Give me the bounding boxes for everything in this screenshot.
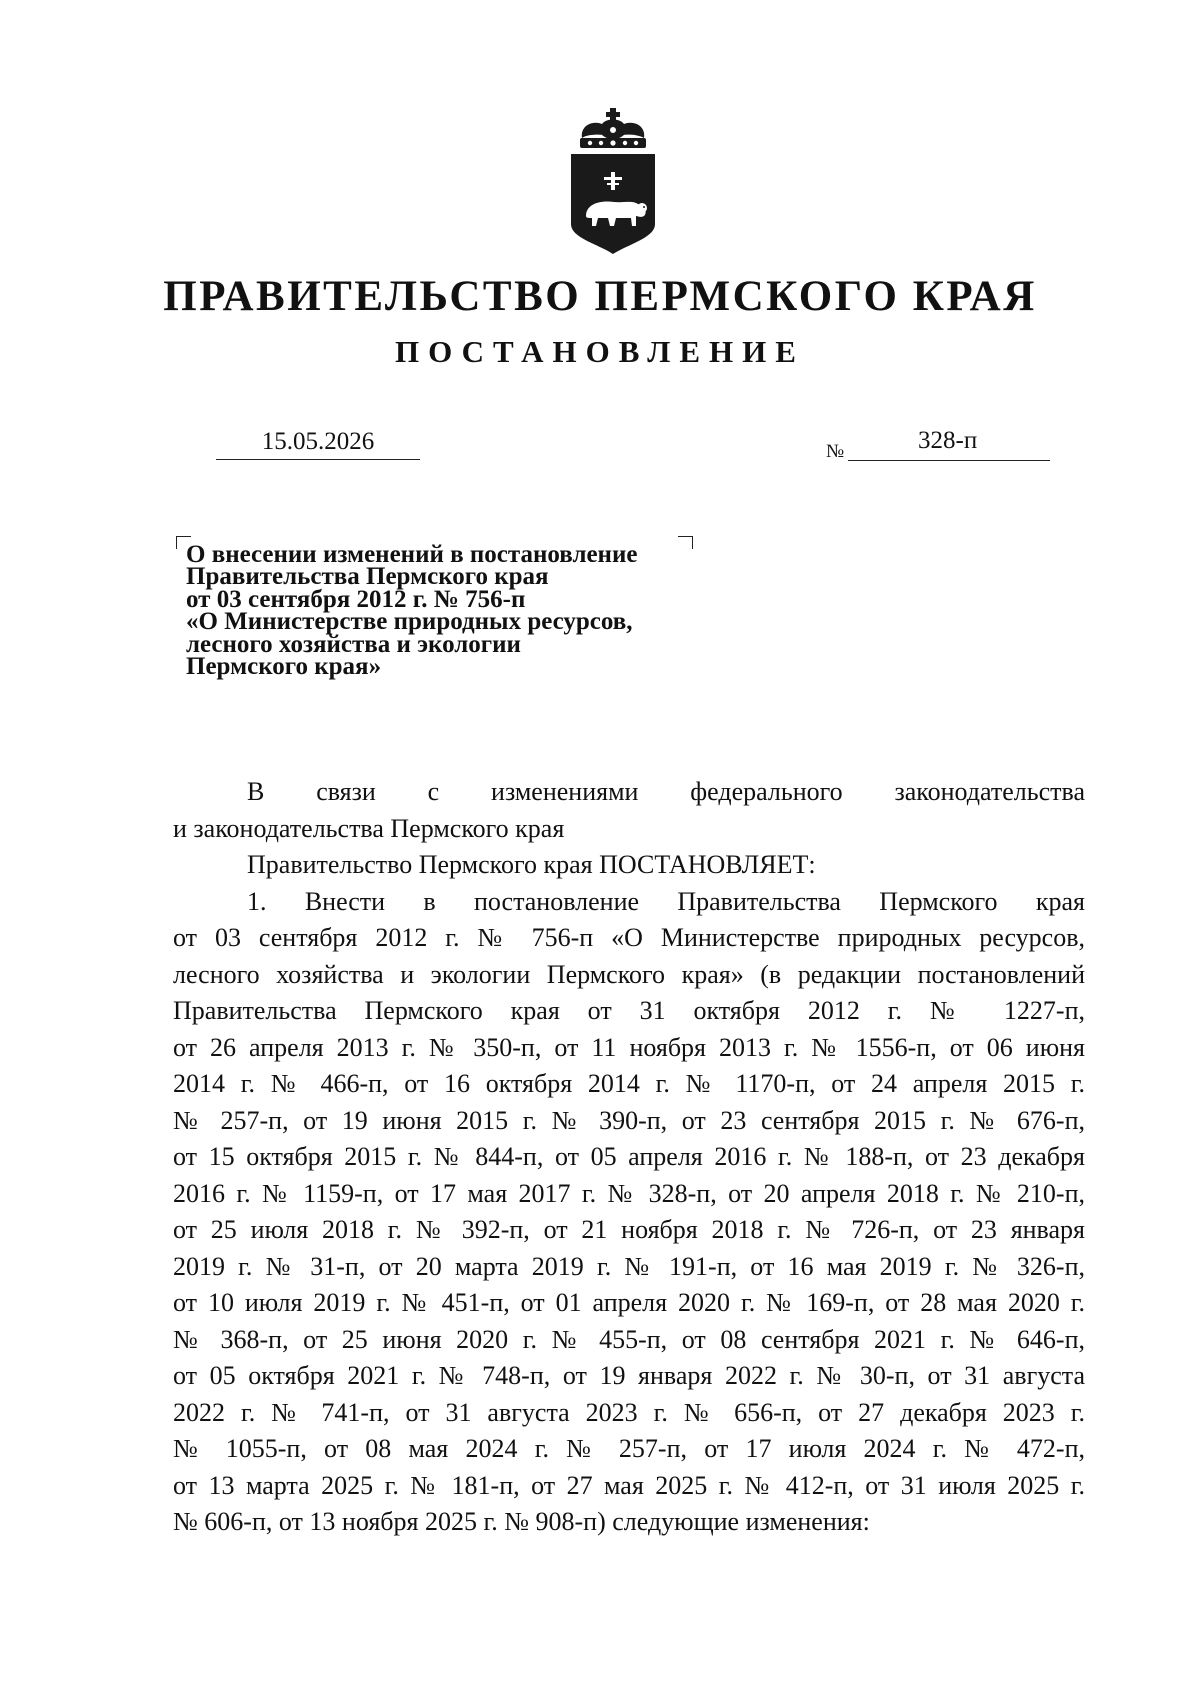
item1-line: от 25 июля 2018 г. № 392-п, от 21 ноября 2018 г. № 726-п, от 23 января bbox=[173, 1215, 1085, 1244]
subject-line: «О Министерстве природных ресурсов, bbox=[186, 608, 633, 636]
perm-krai-coat-of-arms-icon bbox=[566, 108, 660, 258]
item1-line: 2019 г. № 31-п, от 20 марта 2019 г. № 191-п, от 16 мая 2019 г. № 326-п, bbox=[173, 1251, 1085, 1281]
document-date: 15.05.2026 bbox=[216, 426, 420, 460]
intro-line: В связи с изменениями федерального законодательства bbox=[247, 777, 1085, 806]
subject-line: Пермского края» bbox=[186, 653, 382, 681]
item1-line: от 13 марта 2025 г. № 181-п, от 27 мая 2025 г. № 412-п, от 31 июля 2025 г. bbox=[173, 1470, 1085, 1500]
item1-line: 2014 г. № 466-п, от 16 октября 2014 г. № 1170-п, от 24 апреля 2015 г. bbox=[173, 1069, 1085, 1098]
item1-line: № 1055-п, от 08 мая 2024 г. № 257-п, от 17 июля 2024 г. № 472-п, bbox=[173, 1434, 1085, 1463]
document-body bbox=[173, 774, 1085, 1541]
government-title: ПРАВИТЕЛЬСТВО ПЕРМСКОГО КРАЯ bbox=[163, 273, 1037, 320]
item1-line: 1. Внести в постановление Правительства Пермского края bbox=[247, 886, 1085, 916]
item1-line: 2022 г. № 741-п, от 31 августа 2023 г. № 656-п, от 27 декабря 2023 г. bbox=[173, 1397, 1085, 1427]
item1-line: № 257-п, от 19 июня 2015 г. № 390-п, от 23 сентября 2015 г. № 676-п, bbox=[173, 1105, 1085, 1135]
item1-line: лесного хозяйства и экологии Пермского края» (в редакции постановлений bbox=[173, 959, 1085, 989]
item1-line: 2016 г. № 1159-п, от 17 мая 2017 г. № 328-п, от 20 апреля 2018 г. № 210-п, bbox=[173, 1178, 1085, 1208]
document-number-field bbox=[848, 424, 1050, 461]
document-number: 328-п bbox=[918, 427, 978, 454]
item1-line: № 368-п, от 25 июня 2020 г. № 455-п, от 08 сентября 2021 г. № 646-п, bbox=[173, 1324, 1085, 1354]
document-subject bbox=[186, 541, 746, 681]
intro-line: и законодательства Пермского края bbox=[173, 813, 565, 843]
item1-line: Правительства Пермского края от 31 октября 2012 г. № 1227-п, bbox=[173, 996, 1085, 1025]
resolves-line: Правительство Пермского края ПОСТАНОВЛЯЕТ: bbox=[247, 850, 816, 879]
document-type-title: ПОСТАНОВЛЕНИЕ bbox=[395, 334, 805, 369]
item1-line: от 15 октября 2015 г. № 844-п, от 05 апреля 2016 г. № 188-п, от 23 декабря bbox=[173, 1142, 1085, 1171]
subject-line: О внесении изменений в постановление bbox=[186, 541, 638, 568]
subject-line: Правительства Пермского края bbox=[186, 563, 549, 591]
subject-line: лесного хозяйства и экологии bbox=[186, 630, 521, 658]
item1-line: № 606-п, от 13 ноября 2025 г. № 908-п) следующие изменения: bbox=[173, 1507, 870, 1536]
item1-line: от 03 сентября 2012 г. № 756-п «О Министерстве природных ресурсов, bbox=[173, 923, 1085, 952]
item1-line: от 05 октября 2021 г. № 748-п, от 19 января 2022 г. № 30-п, от 31 августа bbox=[173, 1361, 1085, 1390]
number-label: № bbox=[826, 441, 845, 462]
item1-line: от 26 апреля 2013 г. № 350-п, от 11 ноября 2013 г. № 1556-п, от 06 июня bbox=[173, 1032, 1085, 1062]
subject-line: от 03 сентября 2012 г. № 756-п bbox=[186, 585, 526, 613]
item1-line: от 10 июля 2019 г. № 451-п, от 01 апреля 2020 г. № 169-п, от 28 мая 2020 г. bbox=[173, 1288, 1085, 1317]
